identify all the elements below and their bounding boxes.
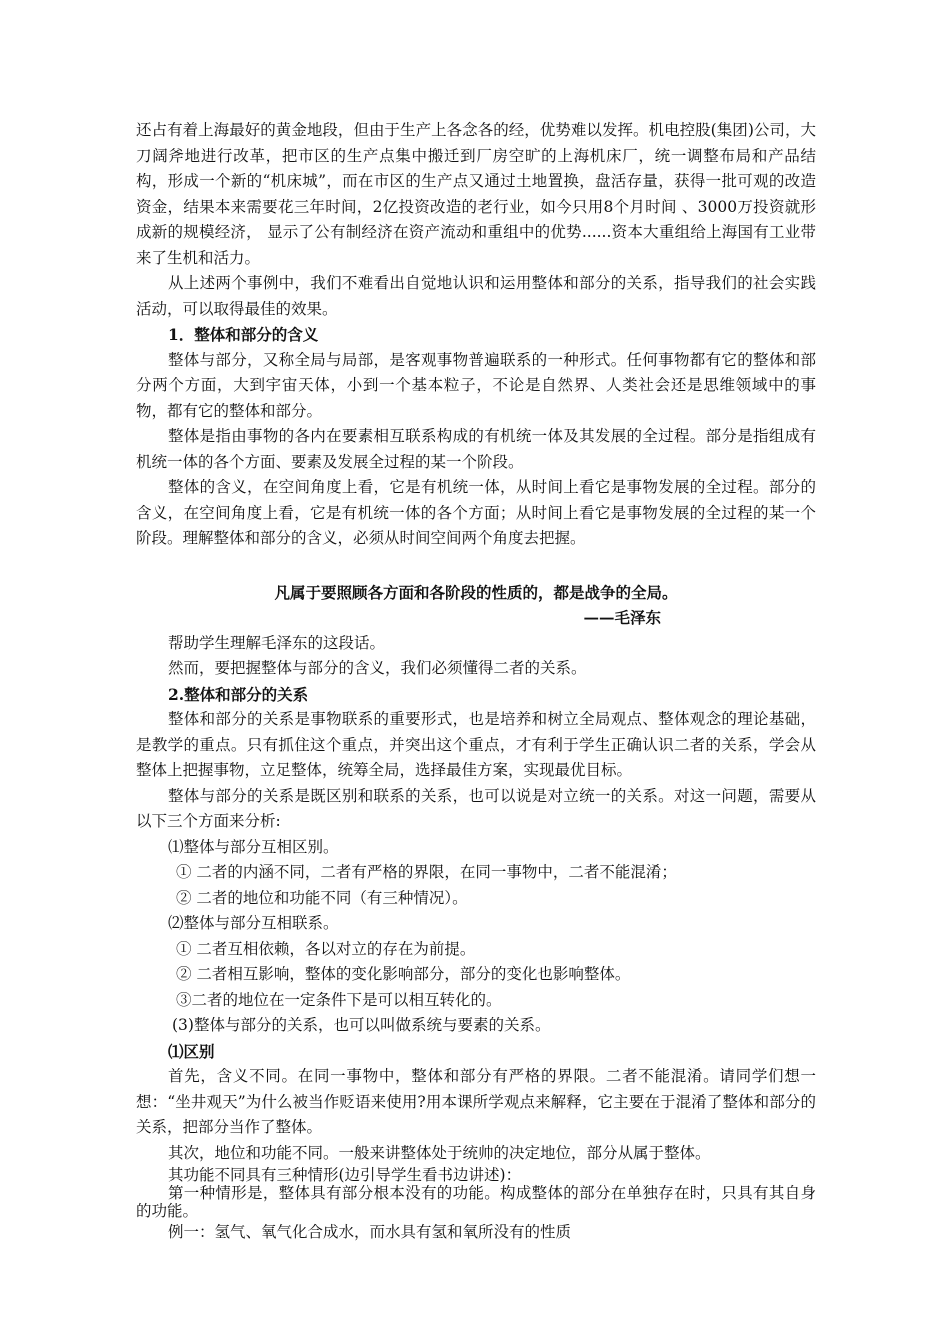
quote-author: ——毛泽东 bbox=[583, 608, 661, 627]
paragraph-transition: 然而，要把握整体与部分的含义，我们必须懂得二者的关系。 bbox=[168, 659, 587, 677]
paragraph-conclusion: 从上述两个事例中，我们不难看出自觉地认识和运用整体和部分的关系，指导我们的社会实践活动，可以取得最佳的效果。 bbox=[136, 274, 816, 318]
paragraph-help-understand: 帮助学生理解毛泽东的这段话。 bbox=[168, 633, 386, 652]
paragraph-status-differs: 其次，地位和功能不同。一般来讲整体处于统帅的决定地位，部分从属于整体。 bbox=[168, 1143, 711, 1162]
paragraph-shanghai-machine-tool: 还占有着上海最好的黄金地段，但由于生产上各念各的经，优势难以发挥。机电控股(集团)公司，大刀阔斧地进行改革，把市区的生产点集中搬迁到厂房空旷的上海机床厂，统一调整布局和产品结构，形成一个新的“机床城”，而在市区的生产点又通过土地置换，盘活存量，获得一批可观的改造资金，结果本来需要花三年时间，2亿投资改造的老行业，如今只用8个月时间 、3000万投资就形成新的规模经济， 显示了公有制经济在资产流动和重组中的优势......资本大重组给上海国有工业带来了生机和活力。 bbox=[136, 121, 816, 267]
paragraph-example-water: 例一：氢气、氧气化合成水，而水具有氢和氧所没有的性质 bbox=[168, 1223, 572, 1241]
paragraph-whole-part-definition: 整体与部分，又称全局与局部，是客观事物普遍联系的一种形式。任何事物都有它的整体和部分两个方面，大到宇宙天体，小到一个基本粒子，不论是自然界、人类社会还是思维领域中的事物，都有它的整体和部分。 bbox=[136, 350, 816, 420]
subsection-heading-distinction: ⑴区别 bbox=[168, 1041, 215, 1061]
list-subitem: ③二者的地位在一定条件下是可以相互转化的。 bbox=[176, 990, 502, 1009]
spacer bbox=[136, 552, 816, 580]
section-heading-meaning: 1．整体和部分的含义 bbox=[168, 325, 319, 344]
paragraph-whole-definition: 整体是指由事物的各内在要素相互联系构成的有机统一体及其发展的全过程。部分是指组成有机统一体的各个方面、要素及发展全过程的某一个阶段。 bbox=[136, 427, 816, 471]
list-item-system: (3)整体与部分的关系，也可以叫做系统与要素的关系。 bbox=[172, 1016, 551, 1034]
paragraph-relation-importance: 整体和部分的关系是事物联系的重要形式，也是培养和树立全局观点、整体观念的理论基础，是教学的重点。只有抓住这个重点，并突出这个重点，才有利于学生正确认识二者的关系，学会从整体上把握事物，立足整体，统筹全局，选择最佳方案，实现最优目标。 bbox=[136, 710, 816, 779]
document-body bbox=[136, 118, 816, 1246]
list-subitem: ② 二者的地位和功能不同（有三种情况）。 bbox=[176, 888, 468, 907]
paragraph-relation-analysis: 整体与部分的关系是既区别和联系的关系，也可以说是对立统一的关系。对这一问题，需要从以下三个方面来分析: bbox=[136, 786, 816, 830]
list-item-distinction: ⑴整体与部分互相区别。 bbox=[168, 837, 339, 856]
list-subitem: ① 二者互相依赖，各以对立的存在为前提。 bbox=[176, 939, 476, 958]
list-item-connection: ⑵整体与部分互相联系。 bbox=[168, 914, 339, 932]
paragraph-meaning-differs: 首先，含义不同。在同一事物中，整体和部分有严格的界限。二者不能混淆。请同学们想一想：“坐井观天”为什么被当作贬语来使用?用本课所学观点来解释，它主要在于混淆了整体和部分的关系，把部分当作了整体。 bbox=[136, 1067, 816, 1136]
list-subitem: ① 二者的内涵不同，二者有严格的界限，在同一事物中，二者不能混淆； bbox=[176, 863, 677, 881]
paragraph-time-space: 整体的含义，在空间角度上看，它是有机统一体，从时间上看它是事物发展的全过程。部分的含义，在空间角度上看，它是有机统一体的各个方面；从时间上看它是事物发展的全过程的某一个阶段。理解整体和部分的含义，必须从时间空间两个角度去把握。 bbox=[136, 478, 816, 547]
list-subitem: ② 二者相互影响，整体的变化影响部分，部分的变化也影响整体。 bbox=[176, 965, 631, 983]
paragraph-three-cases: 其功能不同具有三种情形(边引导学生看书边讲述)： bbox=[168, 1166, 522, 1184]
paragraph-first-case: 第一种情形是，整体具有部分根本没有的功能。构成整体的部分在单独存在时，只具有其自身的功能。 bbox=[136, 1184, 816, 1220]
section-heading-relation: 2.整体和部分的关系 bbox=[168, 684, 309, 704]
quote-text: 凡属于要照顾各方面和各阶段的性质的，都是战争的全局。 bbox=[274, 582, 678, 602]
